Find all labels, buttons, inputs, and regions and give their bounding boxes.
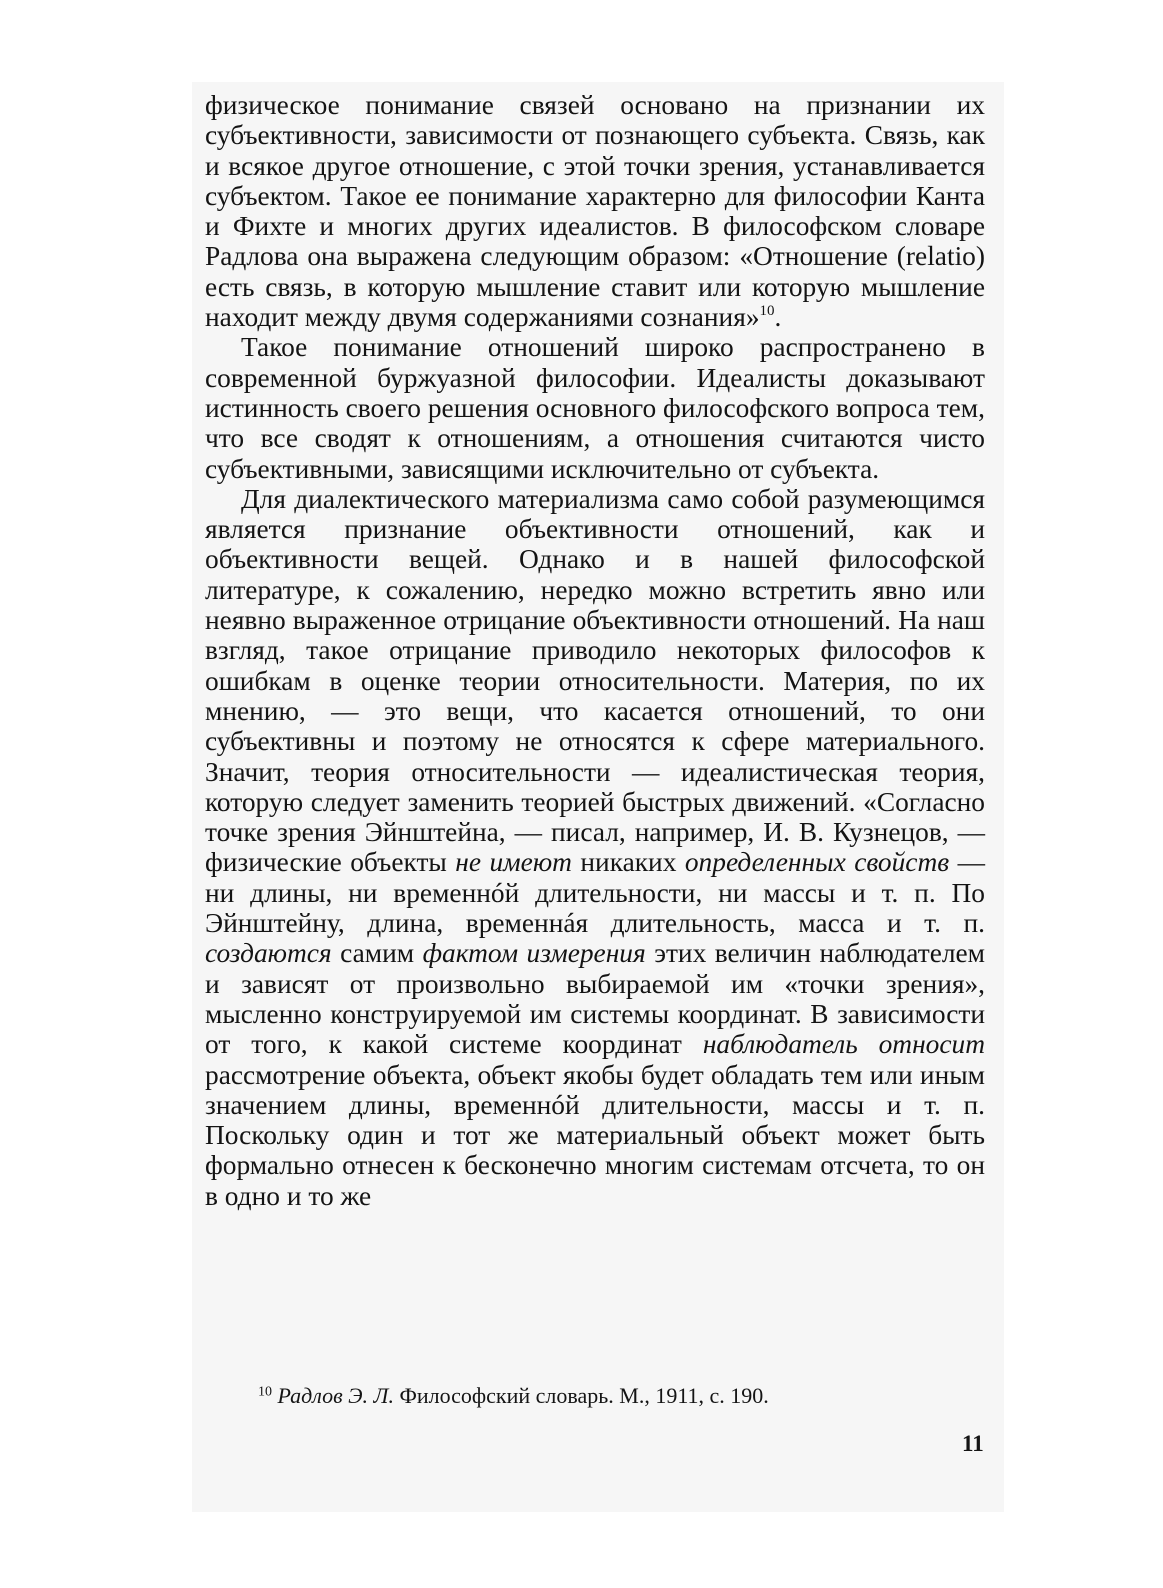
text-run: никаких	[571, 847, 685, 878]
footnote-reference: 10	[759, 302, 775, 319]
emphasis: создаются	[205, 938, 332, 969]
footnote	[258, 1382, 988, 1410]
text-run: рассмотрение объекта, объект якобы будет обладать тем или иным значением длины, временнóй длительности, массы и т. п. Поскольку один и тот же материальный объект может быть формально отнесен к бесконечно многим системам отсчета, то он в одно и то же	[205, 1059, 985, 1211]
emphasis: наблюдатель относит	[702, 1029, 985, 1060]
text-run: этих величин наблюдателем и зависят от произвольно выбираемой им «точки зрения», мысленно конструируемой им системы координат. В зависимости от того, к какой системе координат	[205, 938, 986, 1060]
footnote-author: Радлов Э. Л.	[277, 1383, 394, 1408]
emphasis: определенных свойств	[684, 847, 950, 878]
paragraph	[205, 484, 985, 1211]
emphasis: не имеют	[455, 847, 572, 878]
text-run: — ни длины, ни временнóй длительности, ни массы и т. п. По Эйнштейну, длина, временнáя длительность, масса и т. п.	[205, 847, 985, 939]
main-text	[205, 90, 985, 1211]
paragraph	[205, 332, 985, 483]
text-run: Такое понимание отношений широко распространено в современной буржуазной философии. Идеалисты доказывают истинность своего решения основного философского вопроса тем, что все сводят к отношениям, а отношения считаются чисто субъективными, зависящими исключительно от субъекта.	[205, 332, 985, 484]
footnote-marker: 10	[258, 1384, 272, 1400]
emphasis: фактом измерения	[422, 938, 646, 969]
page-number: 11	[962, 1431, 984, 1456]
text-run: Для диалектического материализма само собой разумеющимся является признание объективности отношений, как и объективности вещей. Однако и в нашей философской литературе, к сожалению, нередко можно встретить явно или неявно выраженное отрицание объективности отношений. На наш взгляд, такое отрицание приводило некоторых философов к ошибкам в оценке теории относительности. Материя, по их мнению, — это вещи, что касается отношений, то они субъективны и поэтому не относятся к сфере материального. Значит, теория относительности — идеалистическая теория, которую следует заменить теорией быстрых движений. «Согласно точке зрения Эйнштейна, — писал, например, И. В. Кузнецов, — физические объекты	[205, 483, 985, 878]
paragraph	[205, 90, 985, 332]
text-run: самим	[331, 938, 423, 969]
footnote-text: Философский словарь. М., 1911, с. 190.	[393, 1383, 769, 1408]
text-run: физическое понимание связей основано на признании их субъективности, зависимости от познающего субъекта. Связь, как и всякое другое отношение, с этой точки зрения, устанавливается субъектом. Такое ее понимание характерно для философии Канта и Фихте и многих других идеалистов. В философском словаре Радлова она выражена следующим образом: «Отношение (relatio) есть связь, в которую мышление ставит или которую мышление находит между двумя содержаниями сознания»	[205, 90, 985, 333]
text-run: .	[774, 302, 782, 333]
